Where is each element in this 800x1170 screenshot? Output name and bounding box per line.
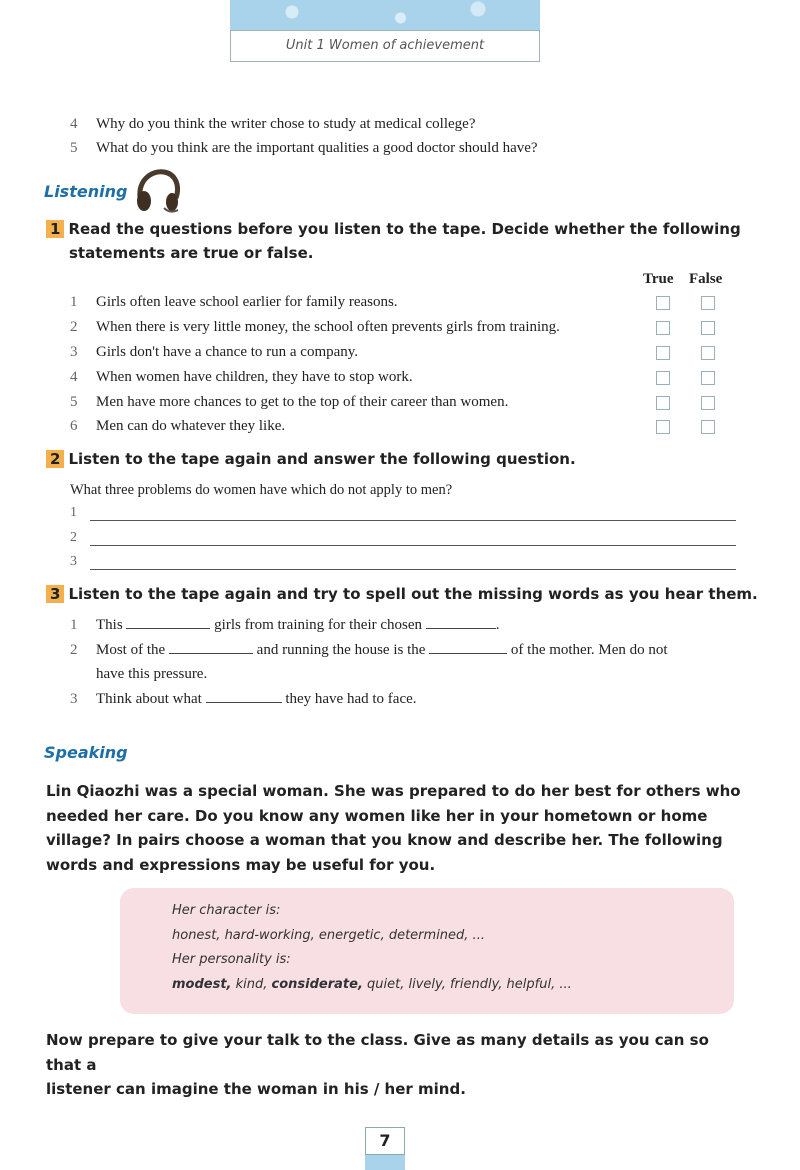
answer-number: 3 <box>70 554 77 569</box>
fill-blank[interactable] <box>206 702 282 703</box>
personality-words: modest, kind, considerate, quiet, lively, friendly, helpful, ... <box>172 977 572 992</box>
fill-in-sentence: 2 Most of the and running the house is the of the mother. Men do not <box>70 642 668 658</box>
true-checkbox[interactable] <box>656 321 670 335</box>
true-checkbox[interactable] <box>656 396 670 410</box>
statement-item: 1 Girls often leave school earlier for family reasons. <box>70 294 398 310</box>
statement-item: 4 When women have children, they have to stop work. <box>70 369 413 385</box>
false-checkbox[interactable] <box>701 396 715 410</box>
exercise-3-number: 3 <box>46 585 64 603</box>
false-checkbox[interactable] <box>701 371 715 385</box>
page-number-decoration <box>365 1155 405 1170</box>
answer-number: 2 <box>70 530 77 545</box>
true-checkbox[interactable] <box>656 296 670 310</box>
speaking-prompt: Lin Qiaozhi was a special woman. She was prepared to do her best for others who needed her care. Do you know any women like her in your hometown or home village? In pairs choose a woman that you know and describe her. The following words and expressions may be useful for you. <box>46 782 741 874</box>
false-checkbox[interactable] <box>701 296 715 310</box>
true-checkbox[interactable] <box>656 371 670 385</box>
fill-blank[interactable] <box>429 653 507 654</box>
page-number: 7 <box>365 1127 405 1155</box>
character-label: Her character is: <box>172 903 281 918</box>
question-item: 4 Why do you think the writer chose to study at medical college? <box>70 116 476 132</box>
statement-item: 2 When there is very little money, the school often prevents girls from training. <box>70 319 560 335</box>
exercise-1-number: 1 <box>46 220 64 238</box>
answer-line[interactable] <box>90 529 736 546</box>
question-item: 5 What do you think are the important qualities a good doctor should have? <box>70 140 538 156</box>
statement-item: 3 Girls don't have a chance to run a company. <box>70 344 359 360</box>
header-decoration <box>230 0 540 30</box>
closing-instruction: Now prepare to give your talk to the class. Give as many details as you can so that a listener can imagine the woman in his / her mind. <box>46 1031 709 1098</box>
answer-line[interactable] <box>90 504 736 521</box>
exercise-1-instruction: 1 Read the questions before you listen to the tape. Decide whether the following statements are true or false. <box>46 217 741 265</box>
statement-item: 5 Men have more chances to get to the top of their career than women. <box>70 394 509 410</box>
false-column-header: False <box>689 271 723 287</box>
false-checkbox[interactable] <box>701 321 715 335</box>
exercise-2-question: What three problems do women have which do not apply to men? <box>70 482 453 498</box>
true-checkbox[interactable] <box>656 420 670 434</box>
true-column-header: True <box>643 271 674 287</box>
headphones-icon <box>134 168 182 214</box>
false-checkbox[interactable] <box>701 420 715 434</box>
false-checkbox[interactable] <box>701 346 715 360</box>
fill-blank[interactable] <box>126 628 210 629</box>
exercise-2-number: 2 <box>46 450 64 468</box>
fill-blank[interactable] <box>426 628 496 629</box>
listening-heading: Listening <box>44 182 128 201</box>
exercise-3-instruction: 3 Listen to the tape again and try to spell out the missing words as you hear them. <box>46 582 758 606</box>
fill-blank[interactable] <box>169 653 253 654</box>
exercise-2-instruction: 2 Listen to the tape again and answer the following question. <box>46 447 576 471</box>
fill-in-sentence: 3 Think about what they have had to face. <box>70 691 417 707</box>
fill-in-sentence: 1 This girls from training for their chosen . <box>70 617 500 633</box>
answer-line[interactable] <box>90 553 736 570</box>
personality-label: Her personality is: <box>172 952 291 967</box>
statement-item: 6 Men can do whatever they like. <box>70 418 286 434</box>
unit-title: Unit 1 Women of achievement <box>230 30 540 62</box>
character-words: honest, hard-working, energetic, determined, ... <box>172 928 485 943</box>
fill-in-sentence-continued: have this pressure. <box>96 666 208 682</box>
true-checkbox[interactable] <box>656 346 670 360</box>
speaking-heading: Speaking <box>44 743 128 762</box>
answer-number: 1 <box>70 505 77 520</box>
